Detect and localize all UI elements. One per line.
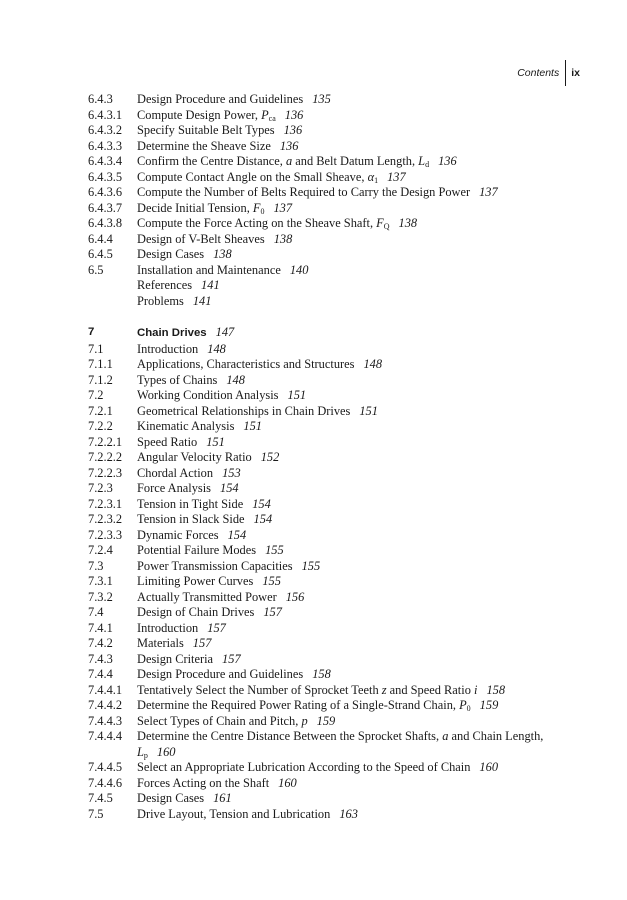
toc-entry — [88, 776, 558, 792]
entry-page: 136 — [279, 138, 299, 153]
entry-number: 7.4.3 — [88, 651, 113, 666]
entry-number: 7.3.2 — [88, 589, 113, 604]
entry-page: 154 — [253, 512, 273, 526]
toc-entry — [88, 404, 558, 420]
entry-page: 151 — [243, 419, 262, 433]
entry-number: 6.4.4 — [88, 231, 113, 246]
entry-page: 151 — [287, 388, 307, 402]
entry-subscript: d — [425, 160, 430, 169]
toc-entry — [88, 342, 558, 358]
toc-entry — [88, 170, 558, 186]
entry-number: 6.4.3.2 — [88, 123, 123, 137]
entry-page: 155 — [301, 558, 321, 573]
toc-entry — [88, 667, 558, 683]
entry-title: Potential Failure Modes — [137, 543, 257, 557]
entry-page: 141 — [201, 278, 220, 292]
entry-title: Tension in Tight Side — [137, 496, 244, 511]
entry-title: Dynamic Forces — [137, 527, 219, 542]
toc-entry — [88, 388, 558, 404]
entry-symbol: a — [286, 154, 293, 168]
entry-number: 6.4.3.7 — [88, 200, 123, 215]
toc-entry — [88, 559, 558, 575]
entry-number: 6.4.3.1 — [88, 107, 123, 122]
toc-entry — [88, 605, 558, 621]
entry-title: Geometrical Relationships in Chain Drives — [137, 403, 351, 418]
entry-title: Compute Contact Angle on the Small Sheave, — [137, 169, 368, 184]
entry-title: Design Cases — [137, 791, 205, 805]
header-divider — [565, 60, 566, 86]
header-page-number: ix — [571, 67, 580, 79]
entry-title: Problems — [137, 293, 184, 308]
entry-number: 7.4.4 — [88, 667, 113, 681]
toc-entry — [88, 512, 558, 528]
entry-number: 7.4.4.4 — [88, 729, 123, 743]
entry-number: 7.4.4.6 — [88, 775, 123, 790]
entry-title-cont: and Speed Ratio — [386, 682, 474, 697]
entry-number: 7.4.2 — [88, 636, 113, 650]
entry-title: Design of Chain Drives — [137, 605, 255, 619]
entry-page: 155 — [262, 574, 281, 588]
entry-number: 7.5 — [88, 806, 104, 821]
entry-subscript: 0 — [260, 206, 265, 216]
entry-symbol: P — [459, 698, 467, 712]
toc-entry — [88, 154, 558, 170]
entry-page: 147 — [215, 325, 235, 339]
entry-title: Select Types of Chain and Pitch, — [137, 713, 302, 728]
entry-subscript: Q — [383, 222, 390, 231]
entry-symbol: P — [261, 107, 269, 122]
entry-title: Actually Transmitted Power — [137, 589, 277, 604]
entry-page: 157 — [207, 620, 226, 635]
entry-page: 152 — [260, 450, 280, 464]
toc-entry — [88, 139, 558, 155]
toc-entry — [88, 636, 558, 652]
entry-number: 7.2 — [88, 388, 104, 402]
entry-page: 151 — [359, 403, 378, 418]
entry-symbol: L — [418, 154, 426, 168]
entry-subscript: ca — [268, 113, 276, 123]
toc-entry — [88, 543, 558, 559]
entry-page: 141 — [192, 293, 212, 308]
toc-entry — [88, 247, 558, 263]
entry-title: Chordal Action — [137, 465, 214, 480]
entry-page: 151 — [206, 434, 225, 449]
entry-title: Design Procedure and Guidelines — [137, 667, 304, 681]
entry-symbol: L — [137, 744, 144, 759]
entry-number — [88, 278, 137, 294]
chapter-number: 7 — [88, 326, 95, 338]
entry-title: Determine the Centre Distance Between the Sprocket Shafts, — [137, 729, 443, 743]
entry-page: 137 — [387, 169, 406, 184]
header-section-title: Contents — [517, 67, 560, 79]
toc-entry — [88, 528, 558, 544]
toc-entry — [88, 419, 558, 435]
entry-title: Specify Suitable Belt Types — [137, 123, 275, 137]
entry-number: 7.1.2 — [88, 372, 113, 387]
entry-title: Tension in Slack Side — [137, 512, 245, 526]
entry-number: 6.4.5 — [88, 247, 113, 261]
entry-title: Tentatively Select the Number of Sprocket Teeth — [137, 682, 382, 697]
entry-number: 7.2.3.2 — [88, 512, 123, 526]
chapter-title: Chain Drives — [137, 327, 207, 339]
entry-page: 157 — [192, 636, 212, 650]
entry-number: 7.2.1 — [88, 403, 113, 418]
entry-title: Compute Design Power, — [137, 107, 262, 122]
entry-title: Drive Layout, Tension and Lubrication — [137, 806, 331, 821]
entry-number: 6.4.3 — [88, 92, 113, 106]
entry-page: 140 — [289, 262, 309, 277]
toc-entry — [88, 621, 558, 637]
entry-page: 135 — [312, 92, 331, 106]
entry-title: Determine the Sheave Size — [137, 138, 271, 153]
entry-number: 7.2.2.1 — [88, 434, 123, 449]
entry-number: 7.2.3.3 — [88, 527, 123, 542]
entry-number: 7.2.3.1 — [88, 496, 123, 511]
toc-entry — [88, 698, 558, 714]
entry-title: Design Criteria — [137, 651, 214, 666]
toc-entry — [88, 481, 558, 497]
toc-entry — [88, 466, 558, 482]
toc-entry — [88, 435, 558, 451]
entry-title: Determine the Required Power Rating of a Single-Strand Chain, — [137, 698, 460, 712]
entry-number: 7.4.4.2 — [88, 698, 123, 712]
entry-page: 156 — [285, 589, 305, 604]
entry-number: 7.4.1 — [88, 620, 113, 635]
entry-title: Introduction — [137, 620, 199, 635]
entry-title: References — [137, 278, 193, 292]
entry-page: 136 — [284, 107, 304, 122]
entry-title: Compute the Force Acting on the Sheave Shaft, — [137, 216, 377, 230]
entry-number: 7.1 — [88, 341, 104, 356]
entry-page: 158 — [312, 667, 331, 681]
entry-number: 6.4.3.8 — [88, 216, 123, 230]
toc-entry — [88, 652, 558, 668]
entry-number: 6.4.3.6 — [88, 185, 123, 199]
entry-page: 137 — [273, 200, 293, 215]
entry-title: Design Procedure and Guidelines — [137, 92, 304, 106]
entry-page: 137 — [479, 185, 498, 199]
toc-entry — [88, 201, 558, 217]
entry-page: 154 — [252, 496, 271, 511]
entry-number: 7.2.2.2 — [88, 450, 123, 464]
chapter-spacer — [88, 309, 558, 325]
entry-number: 7.3.1 — [88, 574, 113, 588]
entry-page: 158 — [486, 682, 506, 697]
entry-symbol: i — [473, 682, 478, 697]
entry-number: 6.4.3.4 — [88, 154, 123, 168]
entry-symbol: a — [442, 729, 449, 743]
entry-subscript: 0 — [466, 704, 471, 713]
entry-title: Kinematic Analysis — [137, 419, 235, 433]
entry-title: Compute the Number of Belts Required to Carry the Design Power — [137, 185, 471, 199]
entry-page: 154 — [220, 481, 239, 495]
entry-number: 7.4 — [88, 605, 104, 619]
entry-subscript: p — [143, 750, 148, 760]
entry-title: Design of V-Belt Sheaves — [137, 231, 265, 246]
entry-title: Force Analysis — [137, 481, 211, 495]
entry-page: 148 — [207, 341, 226, 356]
toc-entry — [88, 574, 558, 590]
entry-title: Working Condition Analysis — [137, 388, 279, 402]
toc-entry — [88, 92, 558, 108]
entry-symbol: F — [252, 200, 261, 215]
entry-title: Speed Ratio — [137, 434, 198, 449]
entry-page: 154 — [227, 527, 247, 542]
entry-symbol: α — [367, 169, 375, 184]
toc-entry — [88, 683, 558, 699]
toc-entry — [88, 263, 558, 279]
entry-page: 148 — [363, 357, 383, 371]
entry-page: 157 — [263, 605, 282, 619]
entry-page: 138 — [213, 247, 232, 261]
toc-entry — [88, 294, 558, 310]
entry-title: Decide Initial Tension, — [137, 200, 253, 215]
entry-subscript: 1 — [374, 175, 379, 185]
toc-entry — [88, 760, 558, 776]
entry-title: Applications, Characteristics and Structures — [137, 357, 355, 371]
entry-title-cont: and Belt Datum Length, — [292, 154, 419, 168]
entry-number — [88, 294, 137, 310]
entry-page: 155 — [265, 543, 284, 557]
toc-entry — [88, 123, 558, 139]
entry-title: Select an Appropriate Lubrication According to the Speed of Chain — [137, 760, 471, 774]
entry-number: 7.4.4.5 — [88, 760, 123, 774]
entry-number: 7.2.2.3 — [88, 465, 123, 480]
toc-entry — [88, 590, 558, 606]
toc-entry — [88, 278, 558, 294]
toc-entry — [88, 357, 558, 373]
entry-page: 136 — [438, 154, 457, 168]
toc-entry — [88, 807, 558, 823]
entry-symbol: z — [381, 682, 387, 697]
entry-number: 6.4.3.5 — [88, 169, 123, 184]
entry-title: Introduction — [137, 341, 199, 356]
toc-entry — [88, 729, 558, 760]
toc-chapter-entry — [88, 325, 558, 342]
entry-symbol: F — [376, 216, 384, 230]
toc-entry — [88, 497, 558, 513]
entry-number: 6.5 — [88, 262, 104, 277]
entry-number: 7.4.4.3 — [88, 713, 123, 728]
entry-title: Materials — [137, 636, 184, 650]
toc-entry — [88, 373, 558, 389]
toc-entry — [88, 714, 558, 730]
entry-number: 7.2.4 — [88, 543, 113, 557]
toc-entry — [88, 216, 558, 232]
table-of-contents — [88, 92, 558, 822]
entry-page: 160 — [156, 744, 176, 759]
entry-title-cont: and Chain Length, — [448, 729, 544, 743]
entry-title: Angular Velocity Ratio — [137, 450, 252, 464]
running-header — [517, 60, 580, 86]
entry-page: 138 — [273, 231, 293, 246]
entry-page: 136 — [283, 123, 303, 137]
entry-page: 160 — [278, 775, 297, 790]
entry-number: 7.4.4.1 — [88, 682, 123, 697]
toc-entry — [88, 185, 558, 201]
entry-title: Types of Chains — [137, 372, 218, 387]
entry-symbol: p — [301, 713, 308, 728]
entry-page: 159 — [479, 698, 499, 712]
entry-number: 7.2.3 — [88, 481, 113, 495]
entry-number: 7.3 — [88, 558, 104, 573]
entry-page: 138 — [398, 216, 418, 230]
toc-entry — [88, 791, 558, 807]
entry-page: 163 — [339, 806, 358, 821]
entry-page: 159 — [316, 713, 336, 728]
entry-title: Power Transmission Capacities — [137, 558, 293, 573]
entry-page: 148 — [226, 372, 245, 387]
entry-title: Forces Acting on the Shaft — [137, 775, 270, 790]
entry-number: 7.2.2 — [88, 419, 113, 433]
toc-entry — [88, 232, 558, 248]
entry-page: 153 — [222, 465, 241, 480]
entry-number: 7.4.5 — [88, 791, 113, 805]
entry-number: 7.1.1 — [88, 357, 113, 371]
entry-page: 161 — [213, 791, 232, 805]
entry-title: Design Cases — [137, 247, 205, 261]
entry-page: 157 — [222, 651, 241, 666]
entry-title: Installation and Maintenance — [137, 262, 281, 277]
toc-entry — [88, 108, 558, 124]
toc-entry — [88, 450, 558, 466]
entry-page: 160 — [479, 760, 499, 774]
entry-number: 6.4.3.3 — [88, 138, 123, 153]
entry-title: Limiting Power Curves — [137, 574, 254, 588]
entry-title: Confirm the Centre Distance, — [137, 154, 286, 168]
